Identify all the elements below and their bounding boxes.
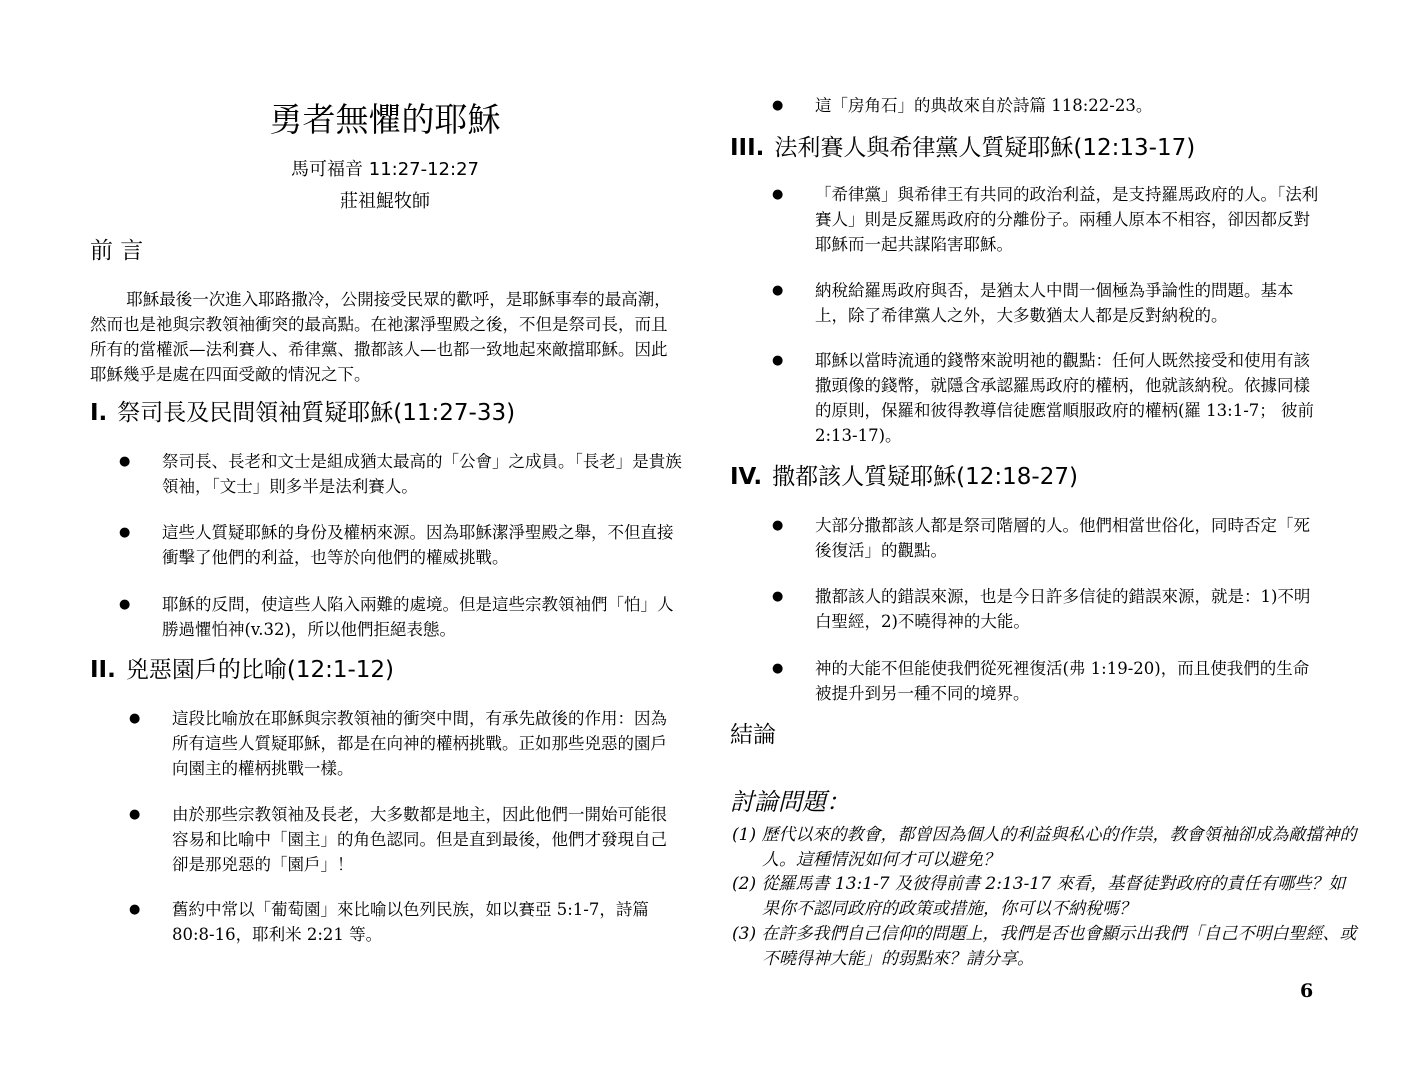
page-title: 勇者無懼的耶穌 bbox=[269, 100, 501, 139]
bullet-icon: ● bbox=[772, 353, 784, 368]
section-4-bullet-2: ● 撒都該人的錯誤來源，也是今日許多信徒的錯誤來源，就是：1)不明白聖經，2)不曉得神的大能。 bbox=[815, 584, 1320, 634]
section-1-bullet-3: ● 耶穌的反問，使這些人陷入兩難的處境。但是這些宗教領袖們「怕」人勝過懼怕神(v.32)，所以他們拒絕表態。 bbox=[162, 592, 682, 642]
section-1-number: I. bbox=[90, 400, 108, 426]
section-3-title: 法利賽人與希律黨人質疑耶穌(12:13-17) bbox=[774, 135, 1196, 161]
section-1-bullet-2: ● 這些人質疑耶穌的身份及權柄來源。因為耶穌潔淨聖殿之舉，不但直接衝擊了他們的利益，也等於向他們的權威挑戰。 bbox=[162, 520, 682, 570]
discussion-question-1: (1) 歷代以來的教會，都曾因為個人的利益與私心的作祟，教會領袖卻成為敵擋神的人。這種情況如何才可以避免？ bbox=[732, 825, 1357, 870]
section-2-number: II. bbox=[90, 657, 116, 683]
section-2-title: 兇惡園戶的比喻(12:1-12) bbox=[125, 657, 395, 683]
section-3-bullet-3: ● 耶穌以當時流通的錢幣來說明祂的觀點：任何人既然接受和使用有該撒頭像的錢幣，就隱含承認羅馬政府的權柄，他就該納稅。依據同樣的原則，保羅和彼得教導信徒應當順服政府的權柄(羅 13:1-7； 彼前 2:13-17)。 bbox=[815, 348, 1320, 448]
bullet-icon: ● bbox=[772, 187, 784, 202]
section-2-heading bbox=[90, 655, 394, 685]
discussion-question-3: (3) 在許多我們自己信仰的問題上，我們是否也會顯示出我們「自己不明白聖經、或不曉得神大能」的弱點來？請分享。 bbox=[732, 924, 1357, 969]
page-number: 6 bbox=[1300, 980, 1314, 1002]
bullet-icon: ● bbox=[119, 597, 131, 612]
section-4-number: IV. bbox=[730, 464, 763, 490]
bullet-icon: ● bbox=[129, 902, 141, 917]
bullet-icon: ● bbox=[772, 589, 784, 604]
conclusion-heading: 結論 bbox=[730, 722, 776, 748]
section-2-bullet-4: ● 這「房角石」的典故來自於詩篇 118:22-23。 bbox=[815, 93, 1335, 118]
bullet-icon: ● bbox=[129, 711, 141, 726]
section-3-number: III. bbox=[730, 135, 765, 161]
section-4-title: 撒都該人質疑耶穌(12:18-27) bbox=[772, 464, 1078, 490]
section-3-heading bbox=[730, 133, 1195, 163]
section-4-bullet-3: ● 神的大能不但能使我們從死裡復活(弗 1:19-20)，而且使我們的生命被提升到另一種不同的境界。 bbox=[815, 656, 1320, 706]
scripture-passage: 馬可福音 11:27-12:27 bbox=[291, 159, 479, 180]
author: 莊祖鯤牧師 bbox=[340, 191, 430, 212]
section-3-bullet-1: ● 「希律黨」與希律王有共同的政治利益，是支持羅馬政府的人。「法利賽人」則是反羅馬政府的分離份子。兩種人原本不相容，卻因都反對耶穌而一起共謀陷害耶穌。 bbox=[815, 182, 1320, 257]
bullet-icon: ● bbox=[772, 283, 784, 298]
bullet-icon: ● bbox=[772, 98, 784, 113]
section-1-bullet-1: ● 祭司長、長老和文士是組成猶太最高的「公會」之成員。「長老」是貴族領袖，「文士」則多半是法利賽人。 bbox=[162, 449, 682, 499]
bullet-icon: ● bbox=[119, 525, 131, 540]
section-4-bullet-1: ● 大部分撒都該人都是祭司階層的人。他們相當世俗化，同時否定「死後復活」的觀點。 bbox=[815, 513, 1320, 563]
section-2-bullet-2: ● 由於那些宗教領袖及長老，大多數都是地主，因此他們一開始可能很容易和比喻中「園主」的角色認同。但是直到最後，他們才發現自己卻是那兇惡的「園戶」！ bbox=[172, 802, 682, 877]
discussion-question-2: (2) 從羅馬書 13:1-7 及彼得前書 2:13-17 來看，基督徒對政府的責任有哪些？如果你不認同政府的政策或措施，你可以不納稅嗎？ bbox=[732, 874, 1346, 919]
section-1-heading bbox=[90, 398, 515, 428]
intro-paragraph: 耶穌最後一次進入耶路撒冷，公開接受民眾的歡呼，是耶穌事奉的最高潮，然而也是祂與宗教領袖衝突的最高點。在祂潔淨聖殿之後，不但是祭司長，而且所有的當權派—法利賽人、希律黨、撒都該人—也都一致地起來敵擋耶穌。因此耶穌幾乎是處在四面受敵的情況之下。 bbox=[90, 290, 671, 384]
discussion-heading: 討論問題： bbox=[730, 788, 850, 816]
section-2-bullet-3: ● 舊約中常以「葡萄園」來比喻以色列民族，如以賽亞 5:1-7，詩篇 80:8-16，耶利米 2:21 等。 bbox=[172, 897, 682, 947]
bullet-icon: ● bbox=[119, 454, 131, 469]
section-4-heading bbox=[730, 462, 1078, 492]
bullet-icon: ● bbox=[772, 661, 784, 676]
section-1-title: 祭司長及民間領袖質疑耶穌(11:27-33) bbox=[117, 400, 516, 426]
intro-heading: 前 言 bbox=[90, 238, 144, 264]
section-2-bullet-1: ● 這段比喻放在耶穌與宗教領袖的衝突中間，有承先啟後的作用：因為所有這些人質疑耶穌，都是在向神的權柄挑戰。正如那些兇惡的園戶向園主的權柄挑戰一樣。 bbox=[172, 706, 682, 781]
bullet-icon: ● bbox=[129, 807, 141, 822]
bullet-icon: ● bbox=[772, 518, 784, 533]
section-3-bullet-2: ● 納稅給羅馬政府與否，是猶太人中間一個極為爭論性的問題。基本上，除了希律黨人之外，大多數猶太人都是反對納稅的。 bbox=[815, 278, 1320, 328]
